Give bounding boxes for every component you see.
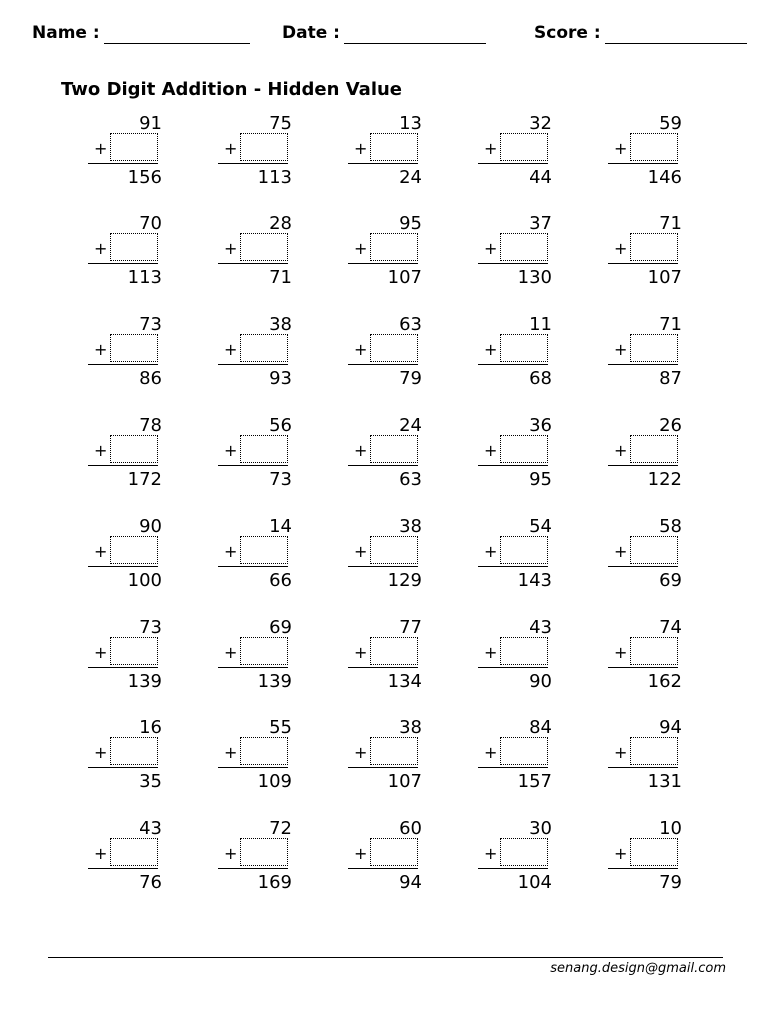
hidden-value-box[interactable]: [370, 233, 418, 261]
problem-sum: 66: [269, 570, 292, 591]
sum-line: [348, 667, 418, 668]
problem-sum: 143: [517, 570, 552, 591]
problem-sum: 146: [647, 167, 682, 188]
plus-sign: +: [94, 340, 108, 359]
hidden-value-box[interactable]: [110, 637, 158, 665]
problem-addend: 43: [529, 617, 552, 638]
problem-sum: 94: [399, 872, 422, 893]
sum-line: [88, 767, 158, 768]
hidden-value-box[interactable]: [500, 133, 548, 161]
problem-sum: 109: [257, 771, 292, 792]
problem-addend: 73: [139, 314, 162, 335]
problem-sum: 68: [529, 368, 552, 389]
plus-sign: +: [354, 239, 368, 258]
sum-line: [478, 566, 548, 567]
plus-sign: +: [614, 139, 628, 158]
date-label: Date :: [282, 23, 340, 43]
sum-line: [348, 263, 418, 264]
problem-addend: 71: [659, 314, 682, 335]
plus-sign: +: [94, 643, 108, 662]
hidden-value-box[interactable]: [110, 435, 158, 463]
hidden-value-box[interactable]: [630, 435, 678, 463]
sum-line: [478, 667, 548, 668]
problem: [348, 113, 428, 193]
name-label: Name :: [32, 23, 100, 43]
sum-line: [478, 364, 548, 365]
problem-addend: 77: [399, 617, 422, 638]
plus-sign: +: [224, 844, 238, 863]
problem: [478, 415, 558, 495]
problem-addend: 16: [139, 717, 162, 738]
problem: [478, 717, 558, 797]
sum-line: [88, 163, 158, 164]
problem-sum: 157: [517, 771, 552, 792]
problem: [348, 617, 428, 697]
hidden-value-box[interactable]: [500, 637, 548, 665]
plus-sign: +: [354, 844, 368, 863]
problem: [608, 213, 688, 293]
problem: [478, 113, 558, 193]
problem-sum: 172: [127, 469, 162, 490]
problem: [88, 415, 168, 495]
score-label: Score :: [534, 23, 601, 43]
problem-addend: 95: [399, 213, 422, 234]
problem-addend: 63: [399, 314, 422, 335]
problem-sum: 134: [387, 671, 422, 692]
problem: [608, 516, 688, 596]
problem: [608, 717, 688, 797]
hidden-value-box[interactable]: [240, 536, 288, 564]
problem-sum: 79: [399, 368, 422, 389]
problem: [348, 213, 428, 293]
problem-addend: 43: [139, 818, 162, 839]
problem-addend: 36: [529, 415, 552, 436]
problem: [478, 314, 558, 394]
hidden-value-box[interactable]: [500, 233, 548, 261]
sum-line: [218, 767, 288, 768]
hidden-value-box[interactable]: [240, 334, 288, 362]
hidden-value-box[interactable]: [240, 637, 288, 665]
sum-line: [608, 667, 678, 668]
problem-addend: 28: [269, 213, 292, 234]
problem-sum: 100: [127, 570, 162, 591]
problem-sum: 69: [659, 570, 682, 591]
problem-sum: 104: [517, 872, 552, 893]
problem-sum: 156: [127, 167, 162, 188]
problem: [88, 617, 168, 697]
problem: [218, 415, 298, 495]
hidden-value-box[interactable]: [630, 737, 678, 765]
hidden-value-box[interactable]: [370, 133, 418, 161]
problem-sum: 76: [139, 872, 162, 893]
hidden-value-box[interactable]: [630, 637, 678, 665]
plus-sign: +: [94, 139, 108, 158]
plus-sign: +: [354, 441, 368, 460]
sum-line: [478, 163, 548, 164]
problem-sum: 162: [647, 671, 682, 692]
hidden-value-box[interactable]: [110, 334, 158, 362]
plus-sign: +: [614, 643, 628, 662]
problem-sum: 107: [647, 267, 682, 288]
hidden-value-box[interactable]: [630, 133, 678, 161]
sum-line: [608, 163, 678, 164]
sum-line: [88, 566, 158, 567]
problem-addend: 90: [139, 516, 162, 537]
plus-sign: +: [354, 139, 368, 158]
problem-sum: 113: [127, 267, 162, 288]
problem-sum: 93: [269, 368, 292, 389]
plus-sign: +: [484, 643, 498, 662]
plus-sign: +: [354, 643, 368, 662]
problem: [348, 415, 428, 495]
sum-line: [478, 868, 548, 869]
sum-line: [218, 364, 288, 365]
problem-addend: 30: [529, 818, 552, 839]
hidden-value-box[interactable]: [370, 838, 418, 866]
problem-sum: 35: [139, 771, 162, 792]
problem: [608, 818, 688, 898]
problem-addend: 69: [269, 617, 292, 638]
problem: [478, 617, 558, 697]
hidden-value-box[interactable]: [500, 435, 548, 463]
sum-line: [608, 465, 678, 466]
plus-sign: +: [614, 441, 628, 460]
plus-sign: +: [224, 340, 238, 359]
problem-addend: 13: [399, 113, 422, 134]
plus-sign: +: [224, 743, 238, 762]
hidden-value-box[interactable]: [500, 536, 548, 564]
plus-sign: +: [224, 441, 238, 460]
hidden-value-box[interactable]: [370, 737, 418, 765]
problem-addend: 56: [269, 415, 292, 436]
problem: [348, 314, 428, 394]
problem: [218, 314, 298, 394]
problem-sum: 73: [269, 469, 292, 490]
plus-sign: +: [614, 340, 628, 359]
problem-addend: 75: [269, 113, 292, 134]
plus-sign: +: [224, 643, 238, 662]
problem-sum: 44: [529, 167, 552, 188]
problem: [88, 818, 168, 898]
problem: [608, 113, 688, 193]
hidden-value-box[interactable]: [110, 737, 158, 765]
sum-line: [218, 667, 288, 668]
problem: [478, 213, 558, 293]
problem-sum: 95: [529, 469, 552, 490]
problem: [218, 113, 298, 193]
problem-sum: 71: [269, 267, 292, 288]
sum-line: [88, 263, 158, 264]
problem-addend: 71: [659, 213, 682, 234]
plus-sign: +: [94, 542, 108, 561]
sum-line: [608, 263, 678, 264]
plus-sign: +: [94, 239, 108, 258]
sum-line: [608, 566, 678, 567]
problem: [218, 717, 298, 797]
problem: [88, 717, 168, 797]
plus-sign: +: [94, 743, 108, 762]
footer-email: senang.design@gmail.com: [550, 961, 726, 976]
problem-addend: 11: [529, 314, 552, 335]
problem-addend: 10: [659, 818, 682, 839]
problem: [218, 213, 298, 293]
problem-addend: 84: [529, 717, 552, 738]
hidden-value-box[interactable]: [110, 233, 158, 261]
hidden-value-box[interactable]: [500, 838, 548, 866]
hidden-value-box[interactable]: [110, 133, 158, 161]
problem-sum: 107: [387, 771, 422, 792]
problem-addend: 70: [139, 213, 162, 234]
problem-addend: 72: [269, 818, 292, 839]
sum-line: [478, 767, 548, 768]
problem: [348, 818, 428, 898]
hidden-value-box[interactable]: [630, 838, 678, 866]
sum-line: [218, 465, 288, 466]
problem: [478, 818, 558, 898]
sum-line: [348, 364, 418, 365]
problem: [88, 314, 168, 394]
sum-line: [348, 163, 418, 164]
plus-sign: +: [484, 441, 498, 460]
plus-sign: +: [484, 139, 498, 158]
plus-sign: +: [484, 239, 498, 258]
problem-addend: 32: [529, 113, 552, 134]
problem: [348, 516, 428, 596]
hidden-value-box[interactable]: [370, 435, 418, 463]
problem-addend: 58: [659, 516, 682, 537]
problem-addend: 54: [529, 516, 552, 537]
sum-line: [218, 566, 288, 567]
plus-sign: +: [484, 844, 498, 863]
sum-line: [348, 767, 418, 768]
plus-sign: +: [224, 542, 238, 561]
hidden-value-box[interactable]: [110, 838, 158, 866]
hidden-value-box[interactable]: [240, 133, 288, 161]
problem-addend: 26: [659, 415, 682, 436]
problem: [218, 617, 298, 697]
hidden-value-box[interactable]: [110, 536, 158, 564]
plus-sign: +: [614, 542, 628, 561]
plus-sign: +: [94, 441, 108, 460]
problem: [348, 717, 428, 797]
problem-addend: 38: [269, 314, 292, 335]
problem-sum: 87: [659, 368, 682, 389]
problem-sum: 86: [139, 368, 162, 389]
plus-sign: +: [354, 743, 368, 762]
problem-addend: 59: [659, 113, 682, 134]
hidden-value-box[interactable]: [370, 536, 418, 564]
problem: [88, 213, 168, 293]
sum-line: [218, 868, 288, 869]
problem-addend: 78: [139, 415, 162, 436]
hidden-value-box[interactable]: [500, 334, 548, 362]
problem-addend: 55: [269, 717, 292, 738]
problem-sum: 24: [399, 167, 422, 188]
problem-addend: 38: [399, 516, 422, 537]
sum-line: [218, 263, 288, 264]
plus-sign: +: [484, 340, 498, 359]
worksheet-title: Two Digit Addition - Hidden Value: [61, 79, 403, 100]
sum-line: [478, 263, 548, 264]
hidden-value-box[interactable]: [370, 637, 418, 665]
problem-sum: 107: [387, 267, 422, 288]
problem-sum: 129: [387, 570, 422, 591]
sum-line: [348, 868, 418, 869]
sum-line: [348, 566, 418, 567]
problem-addend: 14: [269, 516, 292, 537]
plus-sign: +: [354, 340, 368, 359]
plus-sign: +: [614, 239, 628, 258]
problem-sum: 63: [399, 469, 422, 490]
problem-addend: 74: [659, 617, 682, 638]
hidden-value-box[interactable]: [630, 536, 678, 564]
problem-addend: 24: [399, 415, 422, 436]
problem: [608, 415, 688, 495]
problem-addend: 94: [659, 717, 682, 738]
problem: [88, 113, 168, 193]
sum-line: [88, 667, 158, 668]
problem-addend: 60: [399, 818, 422, 839]
problem-sum: 169: [257, 872, 292, 893]
footer-divider: [48, 957, 723, 958]
sum-line: [88, 868, 158, 869]
plus-sign: +: [484, 743, 498, 762]
plus-sign: +: [614, 743, 628, 762]
sum-line: [218, 163, 288, 164]
problem-sum: 113: [257, 167, 292, 188]
hidden-value-box[interactable]: [630, 233, 678, 261]
problem-sum: 139: [257, 671, 292, 692]
problem-sum: 131: [647, 771, 682, 792]
problem: [218, 516, 298, 596]
hidden-value-box[interactable]: [240, 435, 288, 463]
hidden-value-box[interactable]: [630, 334, 678, 362]
plus-sign: +: [224, 139, 238, 158]
problem: [608, 617, 688, 697]
problem-sum: 139: [127, 671, 162, 692]
hidden-value-box[interactable]: [240, 737, 288, 765]
plus-sign: +: [484, 542, 498, 561]
plus-sign: +: [224, 239, 238, 258]
problem: [218, 818, 298, 898]
sum-line: [478, 465, 548, 466]
sum-line: [348, 465, 418, 466]
hidden-value-box[interactable]: [240, 233, 288, 261]
problem-addend: 37: [529, 213, 552, 234]
problem-addend: 91: [139, 113, 162, 134]
plus-sign: +: [614, 844, 628, 863]
problem-sum: 130: [517, 267, 552, 288]
sum-line: [608, 868, 678, 869]
hidden-value-box[interactable]: [240, 838, 288, 866]
problem: [608, 314, 688, 394]
hidden-value-box[interactable]: [370, 334, 418, 362]
plus-sign: +: [354, 542, 368, 561]
plus-sign: +: [94, 844, 108, 863]
sum-line: [608, 364, 678, 365]
problem-sum: 122: [647, 469, 682, 490]
problem-sum: 79: [659, 872, 682, 893]
problem-sum: 90: [529, 671, 552, 692]
hidden-value-box[interactable]: [500, 737, 548, 765]
sum-line: [88, 465, 158, 466]
problem-addend: 38: [399, 717, 422, 738]
problem: [88, 516, 168, 596]
problem-addend: 73: [139, 617, 162, 638]
sum-line: [88, 364, 158, 365]
problem: [478, 516, 558, 596]
sum-line: [608, 767, 678, 768]
